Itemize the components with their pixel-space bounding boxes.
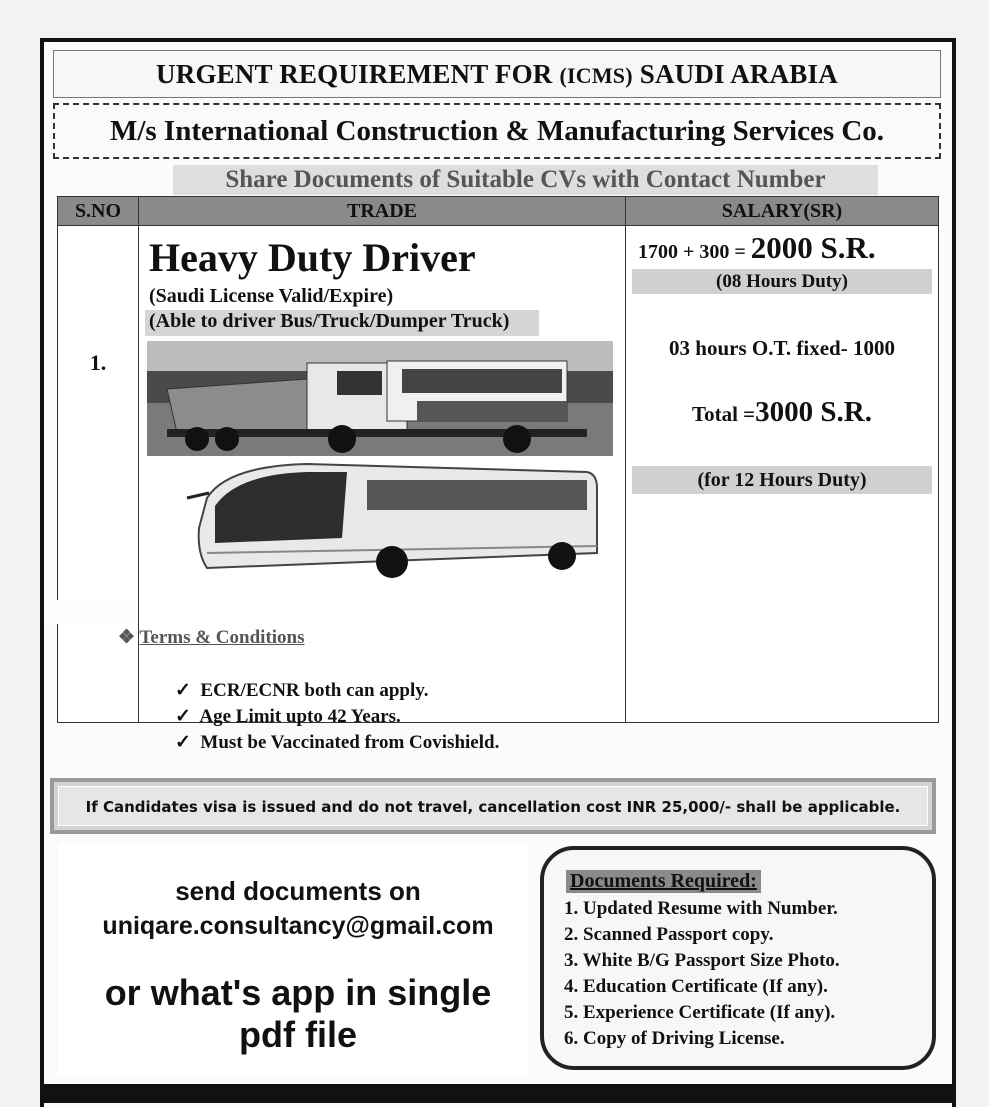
cancellation-text: If Candidates visa is issued and do not travel, cancellation cost INR 25,000/- shall be applicable.: [58, 786, 928, 826]
list-item: [175, 730, 499, 756]
bus-image: [167, 458, 599, 583]
check-icon: ✓: [175, 706, 191, 727]
total-label: Total =: [692, 402, 756, 426]
share-line: Share Documents of Suitable CVs with Contact Number: [173, 165, 878, 195]
page-title: [54, 59, 940, 90]
term-text: Must be Vaccinated from Covishield.: [200, 732, 500, 753]
whatsapp-line: [58, 972, 538, 1056]
salary-base-line: [638, 230, 876, 266]
title-part-2: (ICMS): [559, 63, 633, 88]
terms-heading-text: Terms & Conditions: [139, 627, 305, 648]
trade-vehicles-line: (Able to driver Bus/Truck/Dumper Truck): [145, 310, 539, 336]
check-icon: ✓: [175, 680, 191, 701]
list-item: 3. White B/G Passport Size Photo.: [564, 950, 840, 971]
cancellation-box: [50, 778, 936, 834]
hours-12-badge: (for 12 Hours Duty): [632, 466, 932, 494]
terms-list: [175, 678, 499, 756]
send-documents-line: send documents on: [175, 876, 421, 906]
term-text: ECR/ECNR both can apply.: [200, 680, 429, 701]
title-part-1: URGENT REQUIREMENT FOR: [156, 59, 553, 89]
documents-box: [540, 846, 936, 1070]
total-line: [626, 396, 938, 429]
trade-license-line: (Saudi License Valid/Expire): [149, 285, 394, 307]
dumper-truck-image: [147, 341, 613, 456]
header-sno: S.NO: [58, 197, 139, 226]
company-box: [53, 103, 941, 159]
list-item: 1. Updated Resume with Number.: [564, 898, 838, 919]
total-value: 3000 S.R.: [755, 396, 872, 428]
list-item: 5. Experience Certificate (If any).: [564, 1002, 836, 1023]
list-item: 2. Scanned Passport copy.: [564, 924, 774, 945]
term-text: Age Limit upto 42 Years.: [199, 706, 401, 727]
cell-sno: 1.: [58, 226, 139, 723]
list-item: 6. Copy of Driving License.: [564, 1028, 785, 1049]
company-name: M/s International Construction & Manufacturing Services Co.: [109, 115, 885, 147]
list-item: [175, 704, 499, 730]
header-salary: SALARY(SR): [626, 197, 939, 226]
whatsapp-line-1: or what's app in single: [104, 972, 492, 1013]
hours-duty-badge: (08 Hours Duty): [632, 269, 932, 294]
documents-heading: Documents Required:: [566, 870, 761, 893]
check-icon: ✓: [175, 732, 191, 753]
trade-title: Heavy Duty Driver: [149, 235, 476, 280]
terms-heading: [118, 626, 305, 649]
contact-box: [58, 842, 528, 1074]
title-part-3: SAUDI ARABIA: [639, 59, 838, 89]
scan-artifact: [44, 600, 134, 624]
bottom-border: [40, 1084, 952, 1103]
salary-base: 1700 + 300 =: [638, 241, 746, 263]
diamond-bullet-icon: ❖: [118, 627, 136, 648]
header-trade: TRADE: [139, 197, 626, 226]
cell-salary: [626, 226, 939, 723]
list-item: [175, 678, 499, 704]
contact-email[interactable]: uniqare.consultancy@gmail.com: [102, 912, 494, 940]
table-header-row: [58, 197, 939, 226]
title-box: [53, 50, 941, 98]
overtime-line: 03 hours O.T. fixed- 1000: [669, 336, 895, 360]
whatsapp-line-2: pdf file: [239, 1014, 357, 1055]
salary-total: 2000 S.R.: [750, 230, 876, 265]
list-item: 4. Education Certificate (If any).: [564, 976, 828, 997]
documents-list: [564, 896, 840, 1052]
